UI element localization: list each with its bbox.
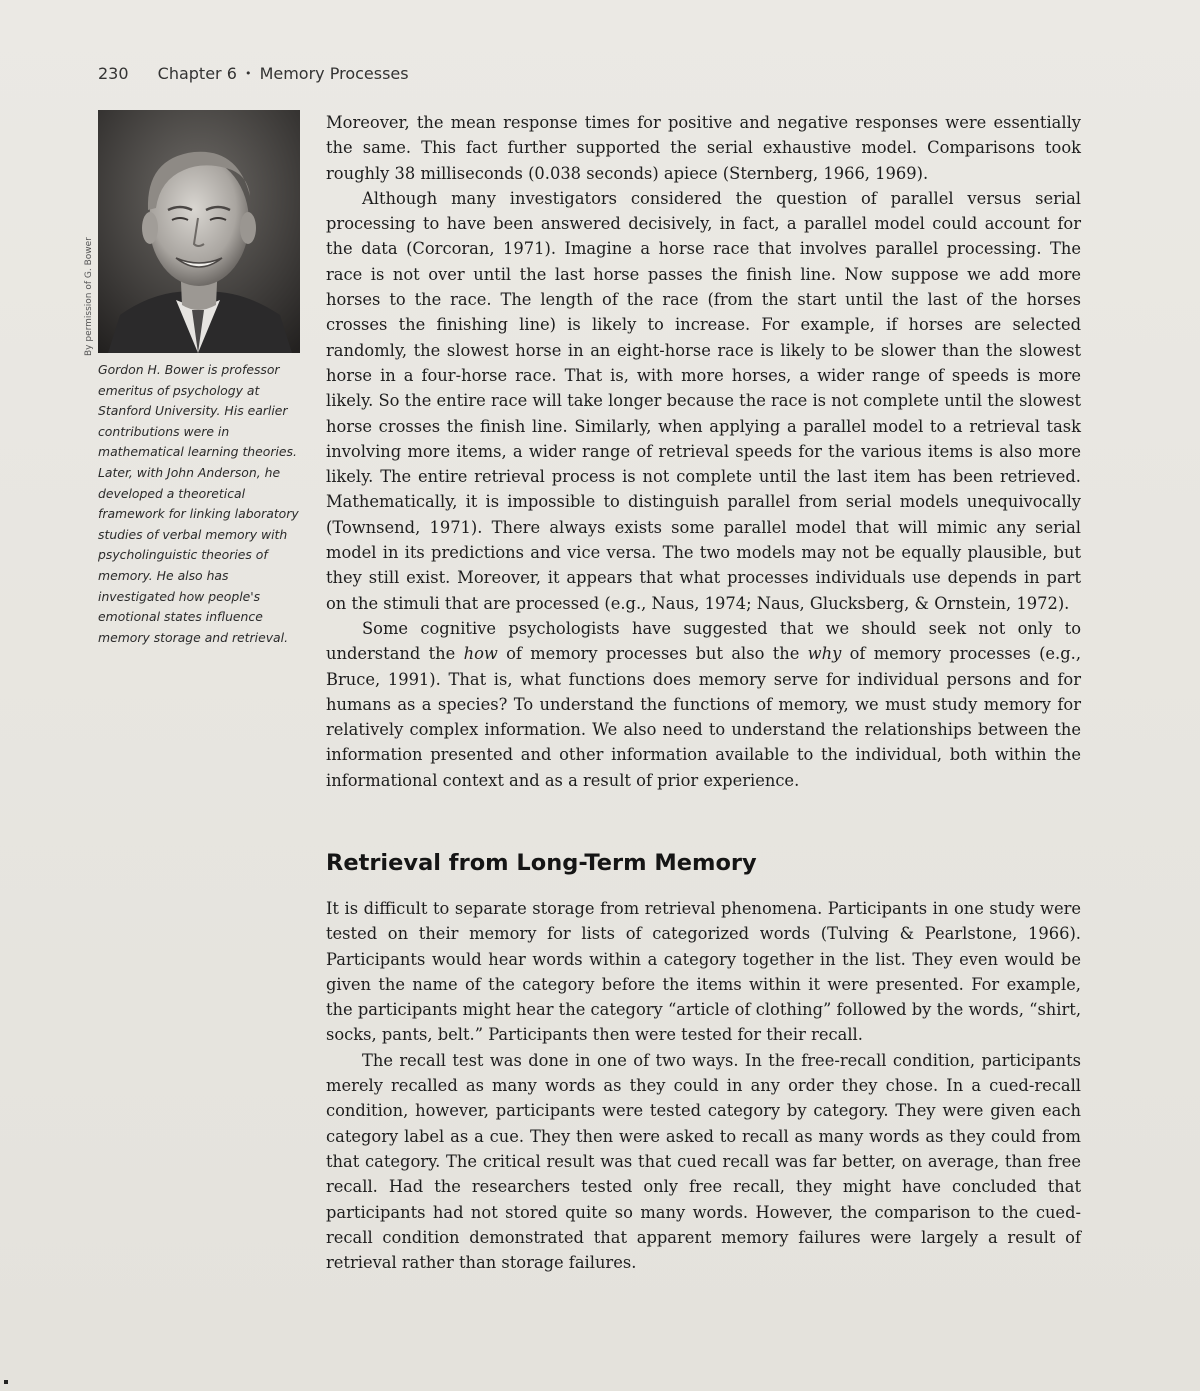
- photo-credit: By permission of G. Bower: [84, 237, 94, 356]
- separator-glyph: •: [244, 67, 252, 80]
- paragraph-text: of memory processes (e.g., Bruce, 1991). That is, what functions does memory serve for individual persons and for humans as a species? To understand the functions of memory, we must study memory for relatively complex information. We also need to understand the relationships between the information presented and other information available to the individual, both within the informational context and as a result of prior experience.: [326, 644, 1081, 790]
- page-edge-mark: [4, 1380, 8, 1384]
- portrait-illustration: [98, 110, 300, 353]
- paragraph: The recall test was done in one of two ways. In the free-recall condition, participants merely recalled as many words as they could in any order they chose. In a cued-recall condition, however, participants were tested category by category. They were given each category label as a cue. They then were asked to recall as many words as they could from that category. The critical result was that cued recall was far better, on average, than free recall. Had the researchers tested only free recall, they might have concluded that participants had not stored quite so many words. However, the comparison to the cued-recall condition demonstrated that apparent memory failures were largely a result of retrieval rather than storage failures.: [326, 1050, 1081, 1273]
- chapter-title: Memory Processes: [259, 64, 409, 83]
- paragraph: Moreover, the mean response times for positive and negative responses were essentially the same. This fact further supported the serial exhaustive model. Comparisons took roughly 38 milliseconds (0.038 seconds) apiece (Sternberg, 1966, 1969).: [326, 113, 1081, 183]
- paragraph: It is difficult to separate storage from retrieval phenomena. Participants in one study were tested on their memory for lists of categorized words (Tulving & Pearlstone, 1966). Participants would hear words within a category together in the list. They even would be given the name of the category before the items within it were presented. For example, the participants might hear the category “article of clothing” followed by the words, “shirt, socks, pants, belt.” Participants then were tested for their recall.: [326, 899, 1081, 1045]
- emphasis-why: why: [807, 644, 842, 664]
- page-number: 230: [98, 64, 129, 83]
- chapter-label: Chapter 6: [157, 64, 237, 83]
- section-heading: Retrieval from Long-Term Memory: [326, 850, 757, 876]
- paragraph-text: of memory processes but also the: [497, 644, 808, 664]
- emphasis-how: how: [463, 644, 498, 664]
- body-text: [326, 110, 1081, 793]
- paragraph: [326, 616, 1081, 793]
- section-body-text: [326, 896, 1081, 1275]
- paragraph: Although many investigators considered the question of parallel versus serial processing to have been answered decisively, in fact, a parallel model could account for the data (Corcoran, 1971). Imagine a horse race that involves parallel processing. The race is not over until the last horse passes the finish line. Now suppose we add more horses to the race. The length of the race (from the start until the last of the horses crosses the finishing line) is likely to increase. For example, if horses are selected randomly, the slowest horse in an eight-horse race is likely to be slower than the slowest horse in a four-horse race. That is, with more horses, a wider range of speeds is more likely. So the entire race will take longer because the race is not complete until the slowest horse crosses the finish line. Similarly, when applying a parallel model to a retrieval task involving more items, a wider range of retrieval speeds for the various items is also more likely. The entire retrieval process is not complete until the last item has been retrieved. Mathematically, it is impossible to distinguish parallel from serial models unequivocally (Townsend, 1971). There always exists some parallel model that will mimic any serial model in its predictions and vice versa. The two models may not be equally plausible, but they still exist. Moreover, it appears that what processes individuals use depends in part on the stimuli that are processed (e.g., Naus, 1974; Naus, Glucksberg, & Ornstein, 1972).: [326, 188, 1081, 613]
- photo-caption: Gordon H. Bower is professor emeritus of psychology at Stanford University. His earlier contributions were in mathematical learning theories. Later, with John Anderson, he developed a theoretical framework for linking laboratory studies of verbal memory with psycholinguistic theories of memory. He also has investigated how people's emotional states influence memory storage and retrieval.: [98, 362, 299, 645]
- paragraph-text: Some cognitive psychologists have suggested that we should seek not only to understand the: [326, 618, 1081, 664]
- portrait-photo: [98, 110, 300, 353]
- running-head: [98, 64, 409, 83]
